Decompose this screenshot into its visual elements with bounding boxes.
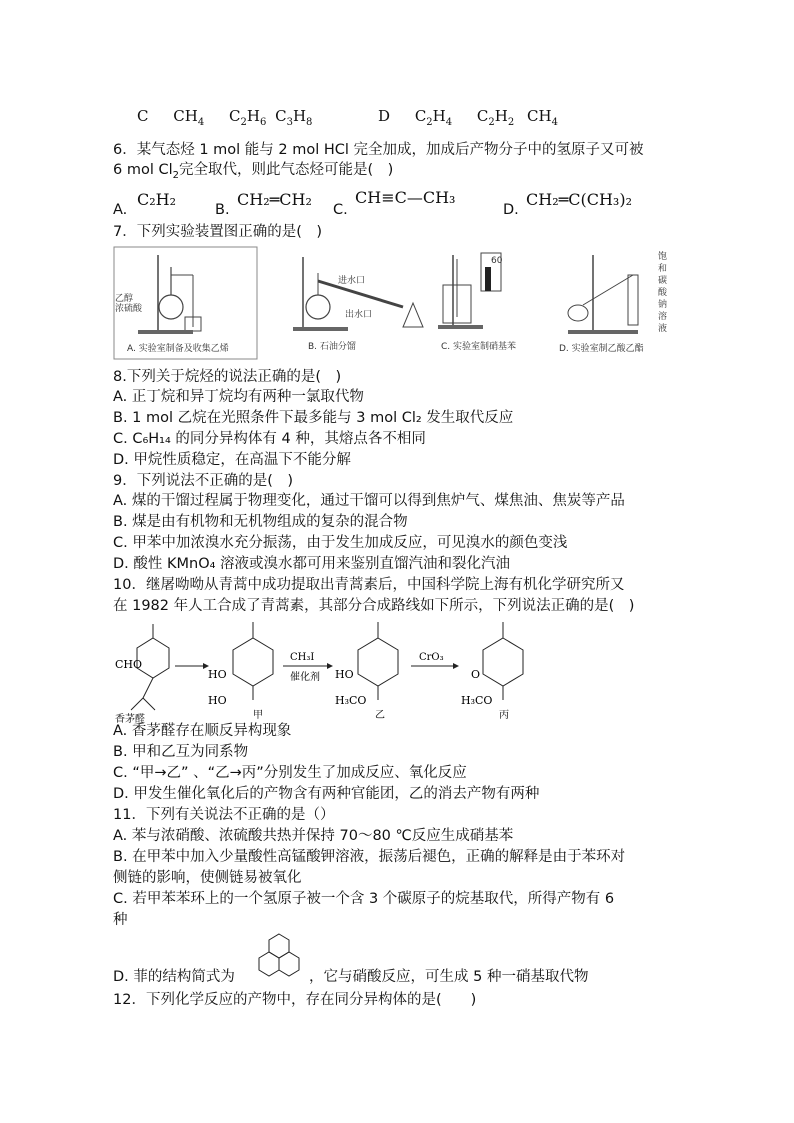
q6-option-c-formula: CH≡C—CH₃ bbox=[355, 188, 456, 207]
citronellal-cho-label: CHO bbox=[115, 658, 143, 671]
apparatus-a-flask bbox=[159, 295, 183, 319]
reagent-cro3: CrO₃ bbox=[419, 652, 444, 663]
formula-text: C bbox=[228, 107, 241, 125]
caption-d: D. 实验室制乙酸乙酯 bbox=[559, 344, 644, 354]
q10-synthesis-scheme bbox=[113, 618, 553, 723]
q6-stem-text: 6 mol Cl bbox=[113, 162, 173, 178]
q10-stem-line1: 10．继屠呦呦从青蒿中成功提取出青蒿素后，中国科学院上海有机化学研究所又 bbox=[113, 577, 625, 593]
q10-stem-line2: 在 1982 年人工合成了青蒿素，其部分合成路线如下所示，下列说法正确的是( ) bbox=[113, 598, 635, 614]
q6-option-a-formula: C₂H₂ bbox=[137, 190, 177, 209]
q11-stem: 11．下列有关说法不正确的是（） bbox=[113, 807, 335, 823]
q6-stem-text: 完全取代，则此气态烃可能是( ) bbox=[179, 162, 394, 178]
q11-option-b-line1: B. 在甲苯中加入少量酸性高锰酸钾溶液，振荡后褪色，正确的解释是由于苯环对 bbox=[113, 849, 626, 865]
q7-stem: 7．下列实验装置图正确的是( ) bbox=[113, 224, 323, 240]
q6-option-d-label: D. bbox=[503, 202, 519, 218]
compound-jia-oh: HO bbox=[208, 668, 227, 681]
q6-option-d-formula: CH₂═C(CH₃)₂ bbox=[526, 190, 632, 209]
apparatus-a-label: 浓硫酸 bbox=[115, 304, 143, 314]
q10-option-a: A. 香茅醛存在顺反异构现象 bbox=[113, 723, 292, 739]
apparatus-c-temp-label: 60 bbox=[491, 256, 503, 266]
apparatus-b-inlet-label: 进水口 bbox=[338, 276, 366, 286]
apparatus-d-tube bbox=[568, 305, 588, 321]
q8-option-a: A. 正丁烷和异丁烷均有两种一氯取代物 bbox=[113, 389, 364, 405]
phenanthrene-ring-1 bbox=[259, 952, 279, 976]
q5-option-c bbox=[137, 106, 312, 133]
q9-option-b: B. 煤是由有机物和无机物组成的复杂的混合物 bbox=[113, 514, 408, 530]
formula-text: H bbox=[246, 107, 260, 125]
q10-option-d: D. 甲发生催化氧化后的产物含有两种官能团，乙的消去产物有两种 bbox=[113, 786, 540, 802]
apparatus-d-delivery bbox=[583, 275, 633, 305]
compound-bing-name: 丙 bbox=[499, 710, 509, 721]
q11-option-a: A. 苯与浓硝酸、浓硫酸共热并保持 70～80 ℃反应生成硝基苯 bbox=[113, 828, 514, 844]
compound-jia-ring bbox=[233, 638, 273, 686]
citronellal-chain bbox=[143, 678, 153, 698]
apparatus-c-mercury bbox=[485, 267, 491, 291]
q11-option-d-part2: ，它与硝酸反应，可生成 5 种一硝基取代物 bbox=[309, 969, 589, 985]
apparatus-d-label: 饱 bbox=[658, 252, 668, 262]
citronellal-name: 香茅醛 bbox=[115, 714, 145, 723]
q5-option-d-label: D bbox=[378, 107, 391, 125]
formula-sub: 2 bbox=[426, 117, 433, 128]
apparatus-a-base bbox=[138, 330, 193, 334]
apparatus-a-frame bbox=[114, 247, 257, 359]
q11-option-b-line2: 侧链的影响，使侧链易被氧化 bbox=[113, 870, 302, 886]
q6-stem-line2 bbox=[113, 160, 393, 186]
citronellal-alkene-bond bbox=[131, 698, 143, 710]
apparatus-d-label: 钠 bbox=[658, 300, 668, 310]
formula-text: H bbox=[432, 107, 446, 125]
caption-b: B. 石油分馏 bbox=[308, 342, 356, 352]
q5-option-c-label: C bbox=[137, 107, 149, 125]
q11-option-c-line1: C. 若甲苯苯环上的一个氢原子被一个含 3 个碳原子的烷基取代，所得产物有 6 bbox=[113, 891, 615, 907]
formula-sub: 2 bbox=[488, 117, 495, 128]
q6-stem-sub: 2 bbox=[172, 169, 179, 181]
apparatus-d-collector bbox=[628, 275, 638, 325]
compound-jia-oh2: HO bbox=[208, 694, 227, 707]
formula-sub: 4 bbox=[197, 117, 205, 128]
q8-option-c: C. C₆H₁₄ 的同分异构体有 4 种，其熔点各不相同 bbox=[113, 431, 426, 447]
q9-option-c: C. 甲苯中加浓溴水充分振荡，由于发生加成反应，可见溴水的颜色变浅 bbox=[113, 535, 568, 551]
arrow-2-head bbox=[327, 663, 333, 669]
apparatus-b-flask bbox=[306, 295, 330, 319]
caption-a: A. 实验室制备及收集乙烯 bbox=[127, 344, 229, 354]
apparatus-b-base bbox=[293, 327, 348, 331]
apparatus-b-receiver bbox=[403, 303, 423, 327]
apparatus-a-label: 乙醇 bbox=[115, 294, 134, 304]
formula-sub: 3 bbox=[286, 117, 293, 128]
q5-option-d bbox=[378, 106, 558, 133]
formula-sub: 6 bbox=[259, 117, 267, 128]
q12-stem: 12．下列化学反应的产物中，存在同分异构体的是( ) bbox=[113, 992, 477, 1008]
apparatus-d-label: 碳 bbox=[658, 276, 668, 286]
apparatus-c-base bbox=[438, 325, 483, 329]
compound-yi-oh: HO bbox=[335, 668, 354, 681]
apparatus-d-label: 和 bbox=[658, 264, 668, 274]
q6-option-c-label: C. bbox=[333, 202, 348, 218]
formula-sub: 2 bbox=[507, 117, 515, 128]
apparatus-d-label: 液 bbox=[658, 324, 668, 334]
formula-sub: 8 bbox=[306, 117, 313, 128]
formula-text: C bbox=[414, 107, 427, 125]
compound-bing-ketone: O bbox=[471, 668, 481, 681]
q6-option-b-label: B. bbox=[215, 202, 230, 218]
q8-option-b: B. 1 mol 乙烷在光照条件下最多能与 3 mol Cl₂ 发生取代反应 bbox=[113, 410, 514, 426]
reagent-catalyst: 催化剂 bbox=[290, 672, 320, 683]
q11-option-d-part1: D. 菲的结构简式为 bbox=[113, 969, 235, 985]
formula-text: H bbox=[292, 107, 307, 125]
formula-sub: 4 bbox=[445, 117, 453, 128]
formula-text: C bbox=[476, 107, 489, 125]
q9-stem: 9．下列说法不正确的是( ) bbox=[113, 473, 294, 489]
apparatus-d-base bbox=[568, 330, 638, 334]
formula-text: H bbox=[494, 107, 508, 125]
compound-yi-ring bbox=[358, 638, 398, 686]
q11-option-c-line2: 种 bbox=[113, 912, 128, 928]
citronellal-alkene-bond bbox=[143, 698, 155, 710]
formula-text: C bbox=[275, 107, 287, 125]
reagent-ch3i: CH₃I bbox=[290, 652, 315, 663]
apparatus-b-outlet-label: 出水口 bbox=[345, 310, 373, 320]
q10-option-c: C. “甲→乙” 、“乙→丙”分别发生了加成反应、氧化反应 bbox=[113, 765, 467, 781]
q6-option-a-label: A. bbox=[113, 202, 128, 218]
q6-stem-line1: 6．某气态烃 1 mol 能与 2 mol HCl 完全加成，加成后产物分子中的氢原子又可被 bbox=[113, 142, 644, 158]
compound-bing-ring bbox=[483, 638, 523, 686]
phenanthrene-ring-2 bbox=[279, 952, 299, 976]
phenanthrene-ring-3 bbox=[269, 934, 289, 958]
arrow-3-head bbox=[453, 663, 459, 669]
formula-text: CH bbox=[527, 107, 552, 125]
phenanthrene-structure-icon bbox=[247, 930, 303, 982]
compound-bing-och3: H₃CO bbox=[461, 694, 493, 707]
formula-text: CH bbox=[173, 107, 198, 125]
compound-jia-name: 甲 bbox=[253, 710, 263, 721]
formula-sub: 2 bbox=[240, 117, 247, 128]
apparatus-d-label: 溶 bbox=[658, 312, 668, 322]
q10-option-b: B. 甲和乙互为同系物 bbox=[113, 744, 249, 760]
q6-option-b-formula: CH₂═CH₂ bbox=[237, 190, 312, 209]
caption-c: C. 实验室制硝基苯 bbox=[441, 342, 517, 352]
q9-option-a: A. 煤的干馏过程属于物理变化，通过干馏可以得到焦炉气、煤焦油、焦炭等产品 bbox=[113, 493, 625, 509]
q8-option-d: D. 甲烷性质稳定，在高温下不能分解 bbox=[113, 452, 351, 468]
q9-option-d: D. 酸性 KMnO₄ 溶液或溴水都可用来鉴别直馏汽油和裂化汽油 bbox=[113, 556, 511, 572]
q8-stem: 8.下列关于烷烃的说法正确的是( ) bbox=[113, 369, 342, 385]
q7-apparatus-figure bbox=[113, 245, 683, 363]
apparatus-d-label: 酸 bbox=[658, 288, 668, 298]
formula-sub: 4 bbox=[551, 117, 558, 128]
compound-yi-och3: H₃CO bbox=[335, 694, 367, 707]
compound-yi-name: 乙 bbox=[375, 710, 385, 721]
